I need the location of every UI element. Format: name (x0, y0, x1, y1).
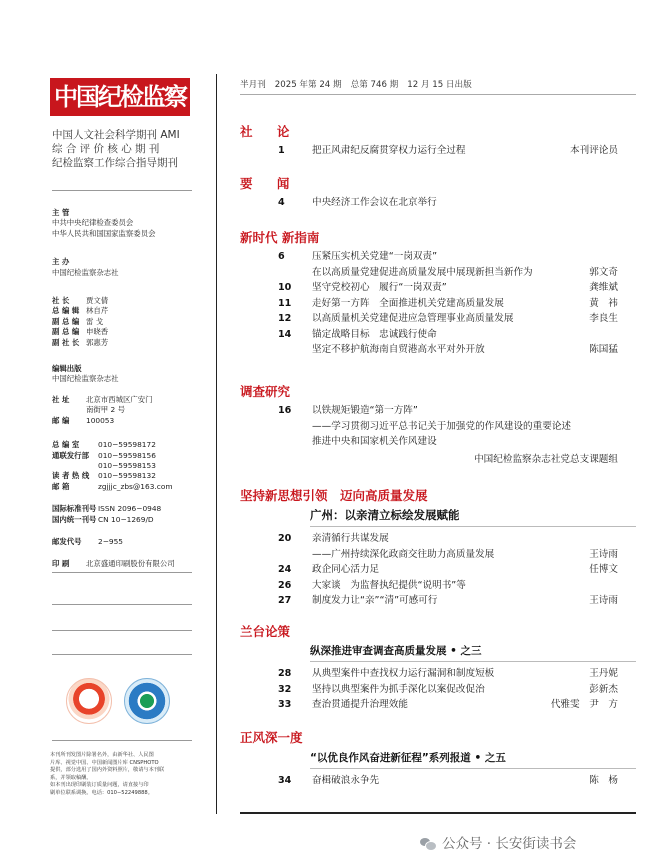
toc-entry[interactable]: 24 政企同心活力足 任博文 (278, 564, 618, 575)
contact-row: 读 者 热 线 010−59598132 (52, 471, 156, 481)
toc-entry[interactable]: 在以高质量党建促进高质量发展中展现新担当新作为 郭文奇 (312, 266, 618, 278)
codes-block (52, 504, 202, 525)
divider (52, 190, 192, 191)
host-label: 主 办 (52, 257, 70, 267)
credential-line: 中国人文社会科学期刊 AMI (52, 129, 180, 141)
toc-entry[interactable]: 坚定不移护航海南自贸港高水平对外开放 陈国猛 (312, 344, 618, 355)
section-subtitle: 纵深推进审查调查高质量发展 • 之三 (310, 645, 482, 657)
toc-section-new-era (240, 230, 636, 359)
section-title: 调查研究 (240, 384, 291, 399)
code-row: 国内统一刊号 CN 10−1269/D (52, 514, 154, 524)
staff-row: 副 总 编 雷 戈 (52, 316, 104, 326)
toc-entry[interactable]: 4 中央经济工作会议在北京举行 (278, 197, 437, 208)
toc-entry[interactable]: 16 以铁规矩锻造“第一方阵” (278, 405, 418, 416)
toc-section-research (240, 384, 636, 468)
divider (52, 654, 192, 655)
toc-entry[interactable]: 27 制度发力让“亲”“清”可感可行 王诗雨 (278, 595, 618, 606)
toc-entry[interactable]: 1 把正风肃纪反腐贯穿权力运行全过程 本刊评论员 (278, 145, 618, 156)
address-row: 邮 编 100053 (52, 415, 115, 425)
printer-block (52, 559, 202, 569)
contact-row: 通联发行部 010−59598156 (52, 450, 156, 460)
contact-row: 总 编 室 010−59598172 (52, 440, 156, 450)
masthead-info (52, 208, 202, 580)
section-title: 新时代 新指南 (240, 230, 320, 245)
toc-entry[interactable]: ——广州持续深化政商交往助力高质量发展 王诗雨 (312, 548, 618, 560)
address-block (52, 395, 202, 426)
toc-section-policy (240, 624, 636, 714)
section-subtitle: “以优良作风奋进新征程”系列报道 • 之五 (310, 752, 506, 764)
staff-row: 副 总 编 申晓香 (52, 327, 109, 337)
copyright-note: 本刊所刊发图片除署名外，由新华社、人民图 片库、视觉中国、中国新闻图片库 CNSPHOTO 提供，部分选用了国内外资料照片，敬请与本刊联 系，并领取稿酬。 如本刊出现印刷装订质量问题，请直接与印 刷单位联系调换。电话：010−52249888。 (50, 752, 165, 796)
credential-line: 纪检监察工作综合指导期刊 (52, 157, 178, 169)
credential-line: 综 合 评 价 核 心 期 刊 (52, 143, 160, 155)
issue-info: 半月刊 2025 年第 24 期 总第 746 期 12 月 15 日出版 (240, 80, 472, 90)
editor-line: 中国纪检监察杂志社 (52, 374, 119, 384)
core-journal-emblem-icon (124, 678, 170, 724)
header-rule (240, 94, 636, 95)
subtitle-rule (310, 768, 636, 769)
wechat-watermark: 公众号 · 长安街读书会 (420, 832, 576, 852)
host-block (52, 257, 202, 278)
toc-entry[interactable]: 中国纪检监察杂志社党总支课题组 (474, 453, 618, 465)
toc-entry[interactable]: 26 大家谈 为监督执纪提供“说明书”等 (278, 579, 466, 591)
staff-block (52, 296, 202, 348)
toc-section-conduct (240, 730, 636, 790)
wechat-icon (420, 837, 436, 850)
toc-section-editorial (240, 124, 636, 158)
subtitle-rule (310, 526, 636, 527)
contact-row: 010−59598153 (98, 460, 156, 470)
footer-rule (240, 812, 636, 814)
divider (52, 604, 192, 605)
staff-row: 总 编 辑 林自芹 (52, 306, 109, 316)
magazine-logo: 中国纪检监察 (50, 78, 190, 116)
sponsor-line: 中华人民共和国国家监察委员会 (52, 228, 156, 238)
contact-block (52, 440, 202, 492)
code-row: 国际标准刊号 ISSN 2096−0948 (52, 504, 162, 514)
toc-entry[interactable]: ——学习贯彻习近平总书记关于加强党的作风建设的重要论述 (312, 420, 572, 432)
sponsor-label: 主 管 (52, 208, 70, 217)
section-title: 坚持新思想引领 迈向高质量发展 (240, 488, 428, 503)
divider (52, 572, 192, 573)
publisher-emblem-icon (66, 678, 112, 724)
staff-row: 社 长 贾文倩 (52, 296, 109, 306)
toc-entry[interactable]: 11 走好第一方阵 全面推进机关党建高质量发展 黄 祎 (278, 297, 618, 309)
section-title: 要 闻 (240, 176, 300, 191)
editor-block (52, 364, 202, 385)
toc-section-guidance (240, 488, 636, 610)
publisher-logos (62, 676, 182, 726)
sponsor-block (52, 208, 202, 239)
subtitle-rule (310, 661, 636, 662)
column-divider (216, 74, 217, 814)
toc-entry[interactable]: 34 奋楫破浪永争先 陈 杨 (278, 775, 618, 786)
contact-row: 邮 箱 zgjjjc_zbs@163.com (52, 481, 173, 491)
section-title: 社 论 (240, 124, 300, 139)
section-title: 正风深一度 (240, 730, 303, 745)
host-line: 中国纪检监察杂志社 (52, 267, 119, 277)
toc-entry[interactable]: 28 从典型案件中查找权力运行漏洞和制度短板 王丹妮 (278, 668, 618, 679)
toc-entry[interactable]: 20 亲清循行共谋发展 (278, 533, 389, 544)
toc-entry[interactable]: 推进中央和国家机关作风建设 (312, 436, 437, 447)
postal-row: 邮发代号 2−955 (52, 536, 124, 546)
toc-entry[interactable]: 6 压紧压实机关党建“一岗双责” (278, 251, 438, 262)
printer-row: 印 刷 北京盛通印刷股份有限公司 (52, 559, 175, 569)
address-row: 社 址 北京市西城区广安门 (52, 394, 153, 404)
address-row: 南街甲 2 号 (86, 405, 125, 415)
sponsor-line: 中共中央纪律检查委员会 (52, 218, 134, 228)
toc-entry[interactable]: 10 坚守党校初心 履行“一岗双责” 龚维斌 (278, 282, 618, 293)
section-title: 兰台论策 (240, 624, 291, 639)
journal-credentials (52, 128, 192, 170)
editor-label: 编辑出版 (52, 364, 82, 374)
divider (52, 630, 192, 631)
toc-entry[interactable]: 33 查治贯通提升治理效能 代雅雯 尹 方 (278, 699, 618, 710)
staff-row: 副 社 长 郭惠芳 (52, 337, 109, 347)
toc-entry[interactable]: 12 以高质量机关党建促进应急管理事业高质量发展 李良生 (278, 313, 618, 324)
section-subtitle: 广州：以亲清立标绘发展赋能 (310, 508, 460, 522)
toc-entry[interactable]: 32 坚持以典型案件为抓手深化以案促改促治 彭新杰 (278, 683, 618, 695)
postal-block (52, 537, 202, 547)
divider (52, 740, 192, 741)
toc-entry[interactable]: 14 锚定战略目标 忠诚践行使命 (278, 328, 437, 340)
toc-section-news (240, 176, 636, 210)
